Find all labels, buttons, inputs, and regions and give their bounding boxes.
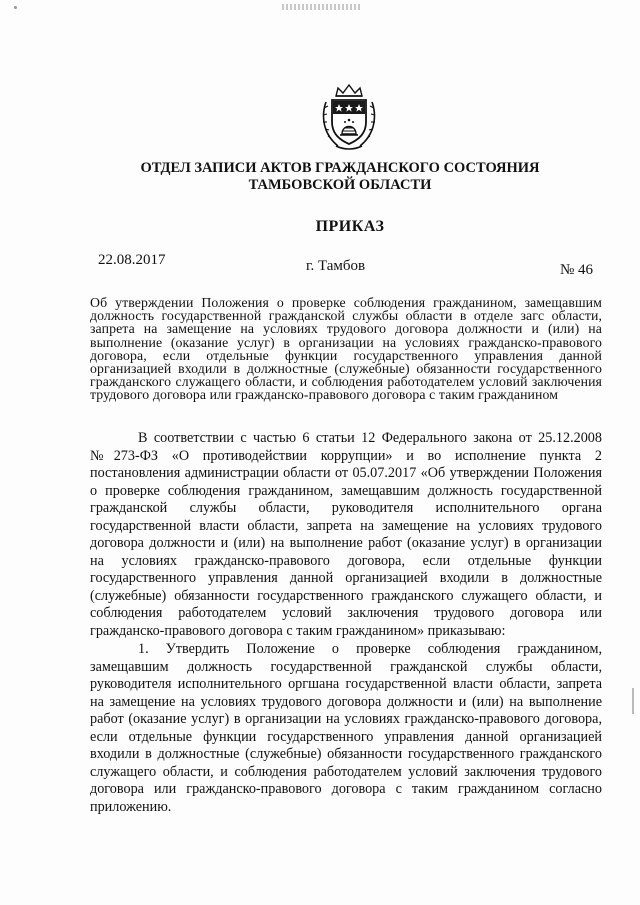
scan-artifact-top xyxy=(282,4,362,10)
body-paragraph-preamble: В соответствии с частью 6 статьи 12 Федерального закона от 25.12.2008 №273-ФЗ «О противодействии коррупции» и во исполнение пункта 2 постановления администрации области от 05.07.2017 «Об утверждении Положения о проверке соблюдения гражданином, замещавшим должность государственной гражданской службы области, руководителя исполнительного органа государственной власти области, запрета на замещение на условиях трудового договора должности и (или) на выполнение работ (оказание услуг) в организации на условиях гражданско-правового договора, если отдельные функции государственного управления данной организацией входили в должностные (служебные) обязанности государственного гражданского служащего области, и соблюдения работодателем условий заключения трудового договора или гражданско-правового договора с таким гражданином» приказываю: xyxy=(90,430,602,639)
scan-artifact-dot xyxy=(14,6,17,9)
document-type-title: ПРИКАЗ xyxy=(315,218,385,235)
document-city: г. Тамбов xyxy=(306,258,366,274)
document-date: 22.08.2017 xyxy=(98,252,166,268)
document-number: № 46 xyxy=(560,262,594,278)
scan-artifact-edge xyxy=(632,688,634,714)
document-body xyxy=(90,430,602,816)
document-subject: Об утверждении Положения о проверке соблюдения гражданином, замещавшим должность государственной гражданской службы области в отделе загс области, запрета на замещение на условиях трудового договора должности и (или) на выполнение (оказание услуг) в организации на условиях гражданско-правового договора, если отдельные функции государственного управления данной организацией входили в должностные (служебные) обязанности государственного гражданского служащего области, и соблюдения работодателем условий заключения трудового договора или гражданско-правового договора с таким гражданином xyxy=(90,295,602,403)
body-paragraph-item-1: 1. Утвердить Положение о проверке соблюдения гражданином, замещавшим должность государственной гражданской службы области, руководителя исполнительного оргшана государственной власти области, запрета на замещение на условиях трудового договора должности и (или) на выполнение работ (оказание услуг) в организации на условиях гражданско-правового договора, если отдельные функции государственного управления данной организацией входили в должностные (служебные) обязанности государственного гражданского служащего области, и соблюдения работодателем условий заключения трудового договора или гражданско-правового договора с таким гражданином согласно приложению. xyxy=(90,641,602,815)
organization-title: ОТДЕЛ ЗАПИСИ АКТОВ ГРАЖДАНСКОГО СОСТОЯНИЯ ТАМБОВСКОЙ ОБЛАСТИ xyxy=(140,160,540,193)
tambov-coat-of-arms-icon xyxy=(318,82,380,152)
